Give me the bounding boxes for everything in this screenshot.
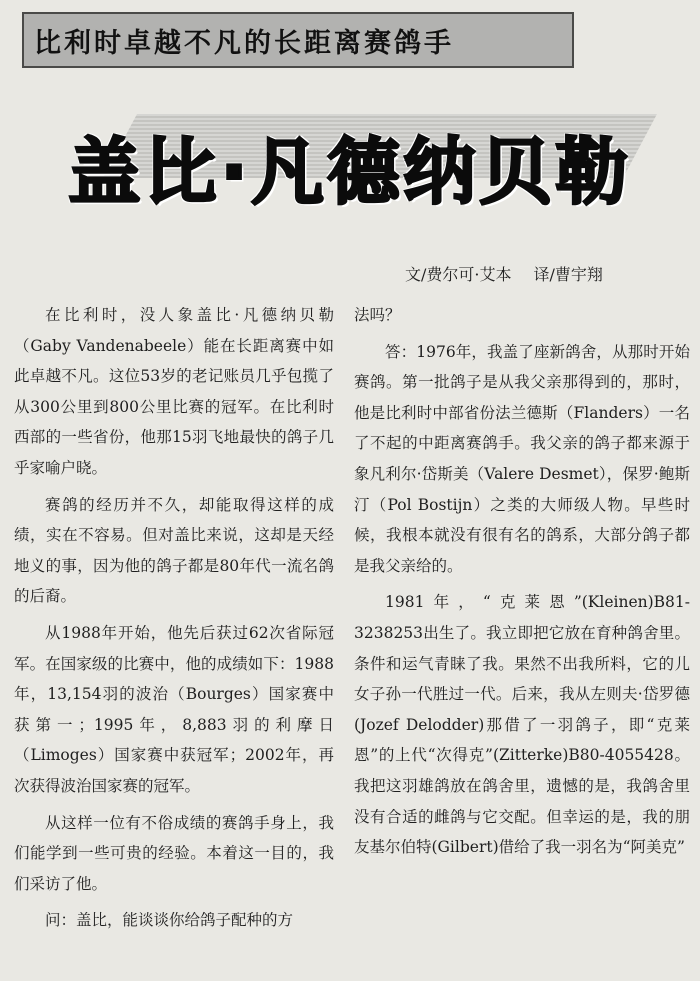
paragraph: 答：1976年，我盖了座新鸽舍，从那时开始赛鸽。第一批鸽子是从我父亲那得到的，那时，他是比利时中部省份法兰德斯（Flanders）一名了不起的中距离赛鸽手。我父亲的鸽子都来源于象凡利尔·岱斯美（Valere Desmet），保罗·鲍斯汀（Pol Bostijn）之类的大师级人物。早些时候，我根本就没有很有名的鸽系，大部分鸽子都是我父亲给的。 <box>354 342 690 575</box>
paragraph: 从这样一位有不俗成绩的赛鸽手身上，我们能学到一些可贵的经验。本着这一目的，我们采访了他。 <box>14 813 334 893</box>
right-column <box>354 300 690 869</box>
byline-author: 文/费尔可·艾本 <box>405 265 512 284</box>
title-block <box>0 110 700 220</box>
paragraph: 1981年，“克莱恩”(Kleinen)B81-3238253出生了。我立即把它放在育种鸽舍里。条件和运气青睐了我。果然不出我所料，它的儿女子孙一代胜过一代。后来，我从左则夫·岱罗德(Jozef Delodder)那借了一羽鸽子，即“克莱恩”的上代“次得克”(Zitterke)B80-4055428。我把这羽雄鸽放在鸽舍里，遗憾的是，我鸽舍里没有合适的雌鸽与它交配。但幸运的是，我的朋友基尔伯特(Gilbert)借给了我一羽名为“阿美克” <box>354 593 690 857</box>
paragraph: 法吗？ <box>354 306 401 324</box>
byline-translator: 译/曹宇翔 <box>533 265 603 284</box>
left-column <box>14 300 334 942</box>
paragraph: 赛鸽的经历并不久，却能取得这样的成绩，实在不容易。但对盖比来说，这却是天经地义的事，因为他的鸽子都是80年代一流名鸽的后裔。 <box>14 495 334 606</box>
paragraph: 问：盖比，能谈谈你给鸽子配种的方 <box>45 911 294 930</box>
kicker-text: 比利时卓越不凡的长距离赛鸽手 <box>34 27 454 59</box>
paragraph: 从1988年开始，他先后获过62次省际冠军。在国家级的比赛中，他的成绩如下：1988年，13,154羽的波治（Bourges）国家赛中获第一；1995年，8,883羽的利摩日（Limoges）国家赛中获冠军；2002年，再次获得波治国家赛的冠军。 <box>14 623 334 795</box>
kicker-banner <box>22 12 574 68</box>
article-title: 盖比·凡德纳贝勒 <box>68 130 632 214</box>
paragraph: 在比利时，没人象盖比·凡德纳贝勒（Gaby Vandenabeele）能在长距离赛中如此卓越不凡。这位53岁的老记账员几乎包揽了从300公里到800公里比赛的冠军。在比利时西部的一些省份，他那15羽飞地最快的鸽子几乎家喻户晓。 <box>14 306 334 477</box>
byline <box>405 262 603 285</box>
